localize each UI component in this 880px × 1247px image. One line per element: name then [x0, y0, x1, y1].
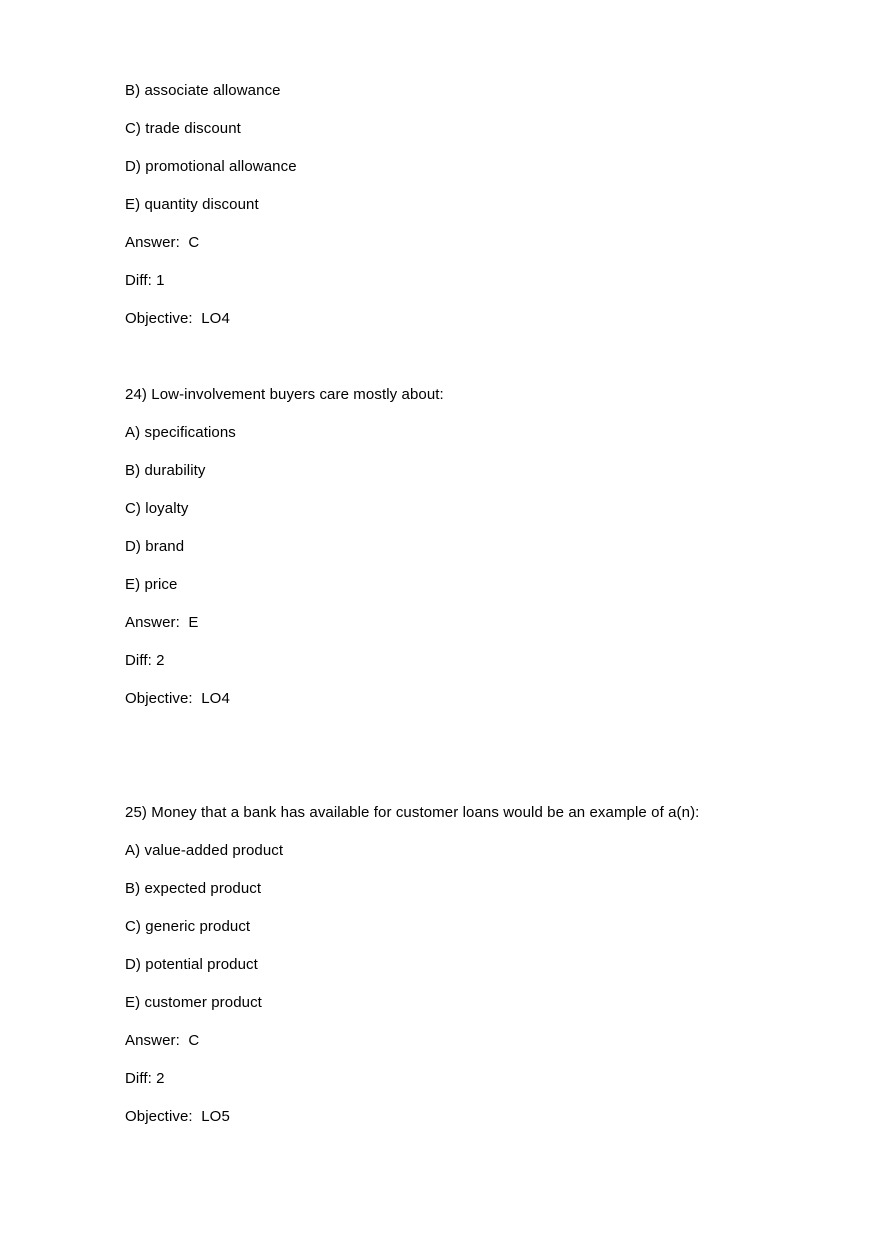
text-line: B) durability — [125, 462, 206, 479]
text-line: Objective: LO4 — [125, 310, 230, 327]
text-line: C) generic product — [125, 918, 251, 935]
text-line: Objective: LO5 — [125, 1108, 230, 1125]
text-line: C) trade discount — [125, 120, 241, 137]
text-line: E) customer product — [125, 994, 262, 1011]
text-line: Diff: 2 — [125, 652, 165, 669]
text-line: D) potential product — [125, 956, 258, 973]
text-line: E) price — [125, 576, 178, 593]
text-line: D) promotional allowance — [125, 158, 297, 175]
text-line: E) quantity discount — [125, 196, 259, 213]
text-line: B) expected product — [125, 880, 262, 897]
text-line: C) loyalty — [125, 500, 189, 517]
document-content — [125, 83, 790, 1125]
text-line: Objective: LO4 — [125, 690, 230, 707]
question-24 — [125, 349, 790, 707]
text-line: 25) Money that a bank has available for customer loans would be an example of a(n): — [125, 804, 700, 821]
question-25 — [125, 729, 790, 1125]
text-line: Answer: E — [125, 614, 199, 631]
text-line: A) value-added product — [125, 842, 284, 859]
text-line: A) specifications — [125, 424, 236, 441]
text-line: Answer: C — [125, 234, 200, 251]
text-line: Diff: 1 — [125, 272, 165, 289]
text-line: Diff: 2 — [125, 1070, 165, 1087]
text-line: D) brand — [125, 538, 185, 555]
text-line: B) associate allowance — [125, 82, 281, 99]
text-line: Answer: C — [125, 1032, 200, 1049]
question-23-fragment — [125, 83, 790, 327]
text-line: 24) Low-involvement buyers care mostly about: — [125, 386, 444, 403]
